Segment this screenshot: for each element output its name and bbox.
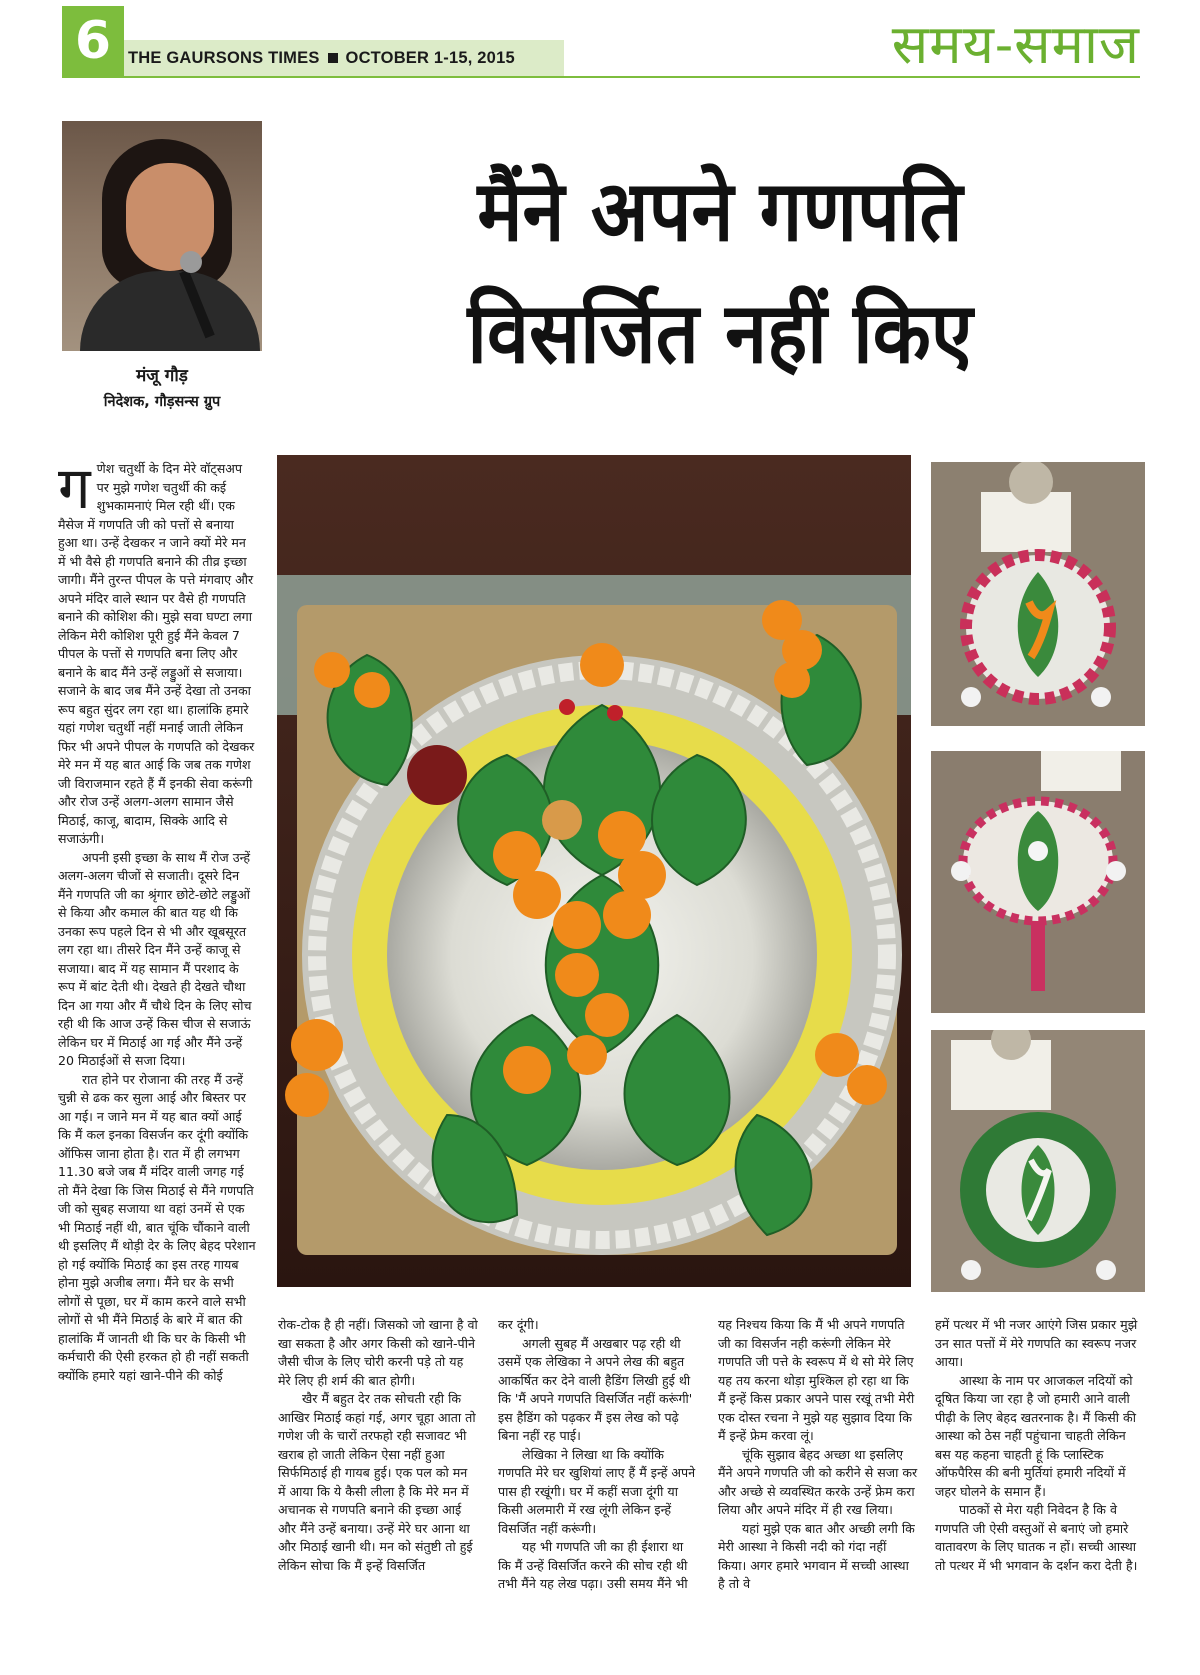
paragraph: पाठकों से मेरा यही निवेदन है कि वे गणपति जी ऐसी वस्तुओं से बनाएं जो हमारे वातावरण के लिए घातक न हों। सच्ची आस्था तो पत्थर में भी भगवान के दर्शन करा देती है। [935,1502,1138,1573]
page-number: 6 [62,6,124,76]
paragraph: यहां मुझे एक बात और अच्छी लगी कि मेरी आस्था ने किसी नदी को गंदा नहीं किया। अगर हमारे भगवान में सच्ची आस्था है तो वे [718,1520,915,1591]
paragraph: रात होने पर रोजाना की तरह मैं उन्हें चुन्नी से ढक कर सुला आई और बिस्तर पर आ गई। न जाने मन में यह बात क्यों आई कि मैं कल इनका विसर्जन कर दूंगी क्योंकि ऑफिस जाना होता है। रात में ही लगभग 11.30 बजे जब मैं मंदिर वाली जगह गई तो मैंने देखा कि जिस मिठाई से मैंने गणपति जी को सुबह सजाया था वहां उनमें से एक भी मिठाई नहीं थी, बात चूंकि चौंकाने वाली थी इसलिए मैं थोड़ी देर के लिए बेहद परेशान हो गई क्योंकि मिठाई का इस तरह गायब होना मुझे अजीब लगा। मैंने घर के सभी लोगों से पूछा, घर में काम करने वाले सभी लोगों से भी मैंने मिठाई के बारे में बात की हालांकि मैं जानती थी कि घर के किसी भी कर्मचारी की ऐसी हरकत हो ही नहीं सकती क्योंकि हमारे यहां खाने-पीने की कोई [58,1071,256,1383]
drop-cap: ग [58,460,91,522]
paragraph: हमें पत्थर में भी नजर आएंगे जिस प्रकार मुझे उन सात पत्तों में मेरे गणपति का स्वरूप नजर आया। [935,1317,1138,1369]
side-photo-3 [931,1030,1145,1292]
author-photo [62,121,262,351]
paragraph: अगली सुबह मैं अखबार पढ़ रही थी उसमें एक लेखिका ने अपने लेख की बहुत आकर्षित कर देने वाली हैडिंग लिखी हुई थी कि 'मैं अपने गणपति विसर्जित नहीं करूंगी' इस हैडिंग को पढ़कर मैं इस लेख को पढ़े बिना नहीं रह पाई। [498,1335,693,1443]
side-photo-1 [931,462,1145,726]
paragraph: चूंकि सुझाव बेहद अच्छा था इसलिए मैंने अपने गणपति जी को करीने से सजा कर और अच्छे से व्यवस्थित करके उन्हें फ्रेम करा लिया और अपने मंदिर में ही रख लिया। [718,1446,918,1517]
article-column-2 [278,1316,478,1675]
microphone-icon [180,251,202,273]
publication-name: THE GAURSONS TIMES [128,48,320,67]
headline-line-2: विसर्जित नहीं किए [467,284,973,382]
section-title: समय-समाज [891,13,1140,76]
paragraph: खैर मैं बहुत देर तक सोचती रही कि आखिर मिठाई कहां गई, अगर चूहा आता तो गणेश जी के चारों तरफहो रही सजावट भी खराब हो जाती लेकिन ऐसा नहीं हुआ सिर्फमिठाई ही गायब हुई। एक पल को मन में आया कि ये कैसी लीला है कि मेरे मन में अचानक से गणपति बनाने की इच्छा आई और मैंने उन्हें बनाया। उन्हें मेरे घर आना था और मिठाई खानी थी। मन को संतुष्टी तो हुई लेकिन सोचा कि मैं इन्हें विसर्जित [278,1391,476,1573]
paragraph: अपनी इसी इच्छा के साथ मैं रोज उन्हें अलग-अलग चीजों से सजाती। दूसरे दिन मैंने गणपति जी का श्रृंगार छोटे-छोटे लड्डुओं से किया और कमाल की बात यह थी कि उनका रूप पहले दिन से भी और खूबसूरत लग रहा था। तीसरे दिन मैंने उन्हें काजू से सजाया। बाद में यह सामान मैं परशाद के रूप में बांट देती थी। देखते ही देखते चौथा दिन आ गया और मैं चौथे दिन के लिए सोच रही थी कि आज उन्हें किस चीज से सजाऊं लेकिन घर में मिठाई आ गई और मैंने उन्हें 20 मिठाईओं से सजा दिया। [58,849,252,1068]
paragraph: आस्था के नाम पर आजकल नदियों को दूषित किया जा रहा है जो हमारी आने वाली पीढ़ी के लिए बेहद खतरनाक है। मैं किसी की आस्था को ठेस नहीं पहुंचाना चाहती लेकिन बस यह कहना चाहती हूं कि प्लास्टिक ऑफपैरिस की बनी मुर्तियां हमारी नदियों में जहर घोलने के समान हैं। [935,1372,1136,1499]
article-column-3 [498,1316,698,1675]
issue-date: OCTOBER 1-15, 2015 [345,48,515,67]
paragraph: णेश चतुर्थी के दिन मेरे वॉट्सअप पर मुझे गणेश चतुर्थी की कई शुभकामनाएं मिल रही थीं। एक मैसेज में गणपति जी को पत्तों से बनाया हुआ था। उन्हें देखकर न जाने क्यों मेरे मन में भी वैसे ही गणपति बनाने की तीव्र इच्छा जागी। मैंने तुरन्त पीपल के पत्ते मंगवाए और अपने मंदिर वाले स्थान पर वैसे ही गणपति बनाने की कोशिश की। मुझे सवा घण्टा लगा लेकिन मेरी कोशिश पूरी हुई मैंने केवल 7 पीपल के पत्तों से गणपति बना लिए और बनाने के बाद मैंने उन्हें लड्डुओं से सजाया। सजाने के बाद जब मैंने उन्हें देखा तो उनका रूप बहुत सुंदर लग रहा था। हालांकि हमारे यहां गणेश चतुर्थी नहीं मनाई जाती लेकिन फिर भी अपने पीपल के गणपति को देखकर मेरे मन में यह बात आई कि जब तक गणेश जी विराजमान रहते हैं मैं इनकी सेवा करूंगी और रोज उन्हें अलग-अलग सामान जैसे मिठाई, काजू, बादाम, सिक्के आदि से सजाऊंगी। [58,461,255,846]
headline-line-1: मैंने अपने गणपति [477,162,963,260]
author-designation: निदेशक, गौड़सन्स ग्रुप [103,394,221,410]
paragraph: कर दूंगी। [498,1317,539,1332]
idol-ornament [407,745,467,805]
article-column-4 [718,1316,918,1675]
header-rule [62,76,1140,78]
laddu-sweet [542,800,582,840]
side-photo-2 [931,751,1145,1013]
article-column-1 [58,460,256,1675]
article-column-5 [935,1316,1140,1675]
masthead-bar [124,40,564,76]
author-name: मंजू गौड़ [136,366,188,386]
paragraph: रोक-टोक है ही नहीं। जिसको जो खाना है वो खा सकता है और अगर किसी को खाने-पीने जैसी चीज के लिए चोरी करनी पड़े तो यह मेरे लिए ही शर्म की बात होगी। [278,1317,478,1388]
paragraph: यह निश्चय किया कि मैं भी अपने गणपति जी का विसर्जन नही करूंगी लेकिन मेरे गणपति जी पत्ते के स्वरूप में थे सो मेरे लिए यह तय करना थोड़ा मुश्किल हो रहा था कि मैं इन्हें किस प्रकार अपने पास रखूं तभी मेरी एक दोस्त रचना ने मुझे यह सुझाव दिया कि मैं इन्हें फ्रेम करवा लूं। [718,1317,915,1443]
paragraph: लेखिका ने लिखा था कि क्योंकि गणपति मेरे घर खुशियां लाए हैं मैं इन्हें अपने पास ही रखूंगी। घर में कहीं सजा दूंगी या किसी अलमारी में रख लूंगी लेकिन इन्हें विसर्जित नहीं करूंगी। [498,1446,696,1536]
leaf-ganesha-illustration [277,455,911,1287]
headline [333,150,1107,394]
main-photo-leaf-ganesha [277,455,911,1287]
author-face [126,163,214,271]
separator-square-icon [328,53,338,63]
author-body [80,271,260,351]
paragraph: यह भी गणपति जी का ही ईशारा था कि मैं उन्हें विसर्जित करने की सोच रही थी तभी मैंने यह लेख पढ़ा। उसी समय मैंने भी [498,1539,688,1591]
